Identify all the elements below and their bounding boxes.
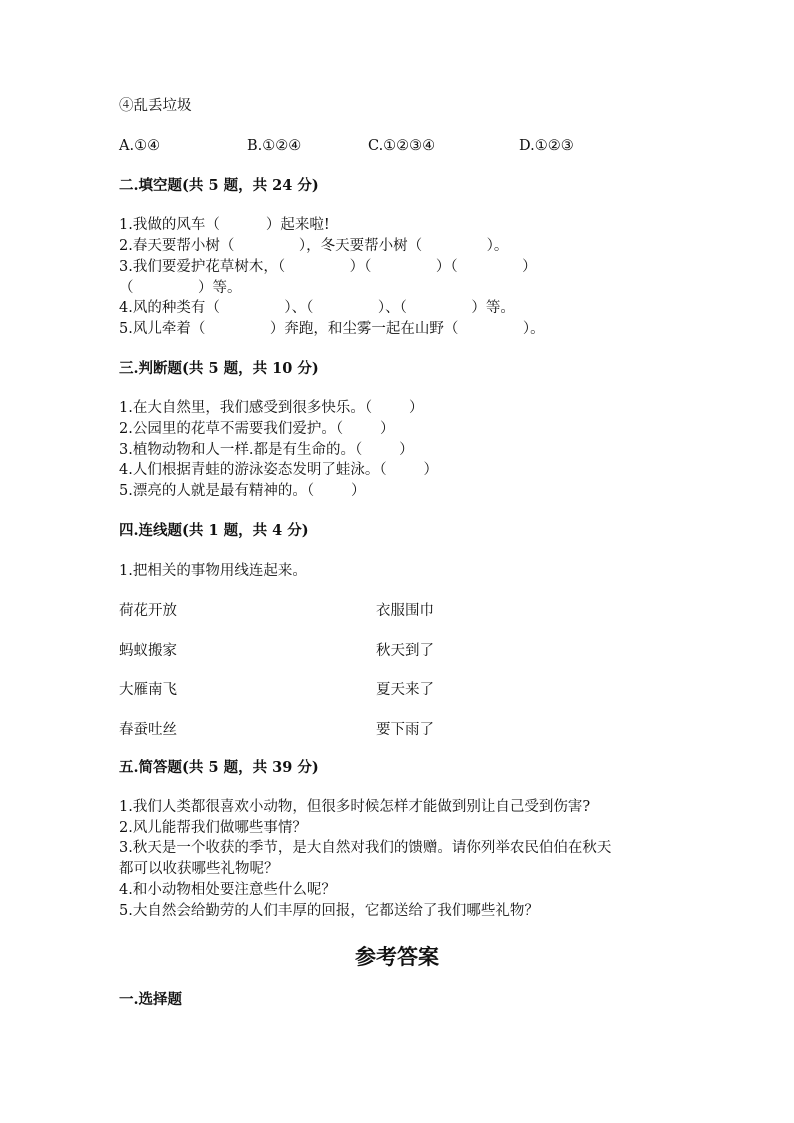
match-right-item: 夏天来了 xyxy=(376,682,434,698)
judge-question: 1.在大自然里，我们感受到很多快乐。（ ） xyxy=(119,400,424,416)
short-question: 1.我们人类都很喜欢小动物，但很多时候怎样才能做到别让自己受到伤害? xyxy=(119,799,591,815)
section-heading-match: 四.连线题(共 1 题，共 4 分) xyxy=(119,522,309,539)
match-left-item: 荷花开放 xyxy=(119,603,177,619)
fill-question: 2.春天要帮小树（ ），冬天要帮小树（ ）。 xyxy=(119,238,509,254)
match-right-item: 秋天到了 xyxy=(376,643,434,659)
choice-c: C.①②③④ xyxy=(368,138,436,154)
fill-question: 5.风儿牵着（ ）奔跑，和尘雾一起在山野（ ）。 xyxy=(119,321,545,337)
answer-section-heading: 一.选择题 xyxy=(119,991,183,1008)
fill-question-continued: （ ）等。 xyxy=(119,280,242,296)
match-left-item: 蚂蚁搬家 xyxy=(119,643,177,659)
match-left-item: 春蚕吐丝 xyxy=(119,722,177,738)
judge-question: 3.植物动物和人一样.都是有生命的。（ ） xyxy=(119,442,414,458)
short-question: 3.秋天是一个收获的季节，是大自然对我们的馈赠。请你列举农民伯伯在秋天 xyxy=(119,840,612,856)
choice-a: A.①④ xyxy=(119,138,161,154)
judge-question: 5.漂亮的人就是最有精神的。（ ） xyxy=(119,483,366,499)
question-option-text: ④乱丢垃圾 xyxy=(119,98,192,114)
choice-d: D.①②③ xyxy=(519,138,574,154)
judge-question: 2.公园里的花草不需要我们爱护。（ ） xyxy=(119,421,395,437)
section-heading-fill: 二.填空题(共 5 题，共 24 分) xyxy=(119,177,319,194)
judge-question: 4.人们根据青蛙的游泳姿态发明了蛙泳。（ ） xyxy=(119,462,438,478)
match-right-item: 衣服围巾 xyxy=(376,603,434,619)
match-right-item: 要下雨了 xyxy=(376,722,434,738)
answer-key-title: 参考答案 xyxy=(355,944,439,969)
short-question: 5.大自然会给勤劳的人们丰厚的回报，它都送给了我们哪些礼物？ xyxy=(119,903,539,919)
short-question: 2.风儿能帮我们做哪些事情？ xyxy=(119,820,307,836)
section-heading-short: 五.简答题(共 5 题，共 39 分) xyxy=(119,759,319,776)
match-instruction: 1.把相关的事物用线连起来。 xyxy=(119,563,307,579)
short-question: 4.和小动物相处要注意些什么呢？ xyxy=(119,882,336,898)
fill-question: 3.我们要爱护花草树木，（ ）（ ）（ ） xyxy=(119,259,537,275)
match-left-item: 大雁南飞 xyxy=(119,682,177,698)
fill-question: 1.我做的风车（ ）起来啦! xyxy=(119,217,330,233)
fill-question: 4.风的种类有（ ）、（ ）、（ ）等。 xyxy=(119,300,515,316)
section-heading-judge: 三.判断题(共 5 题，共 10 分) xyxy=(119,360,319,377)
short-question-continued: 都可以收获哪些礼物呢？ xyxy=(119,861,279,877)
choice-b: B.①②④ xyxy=(247,138,302,154)
